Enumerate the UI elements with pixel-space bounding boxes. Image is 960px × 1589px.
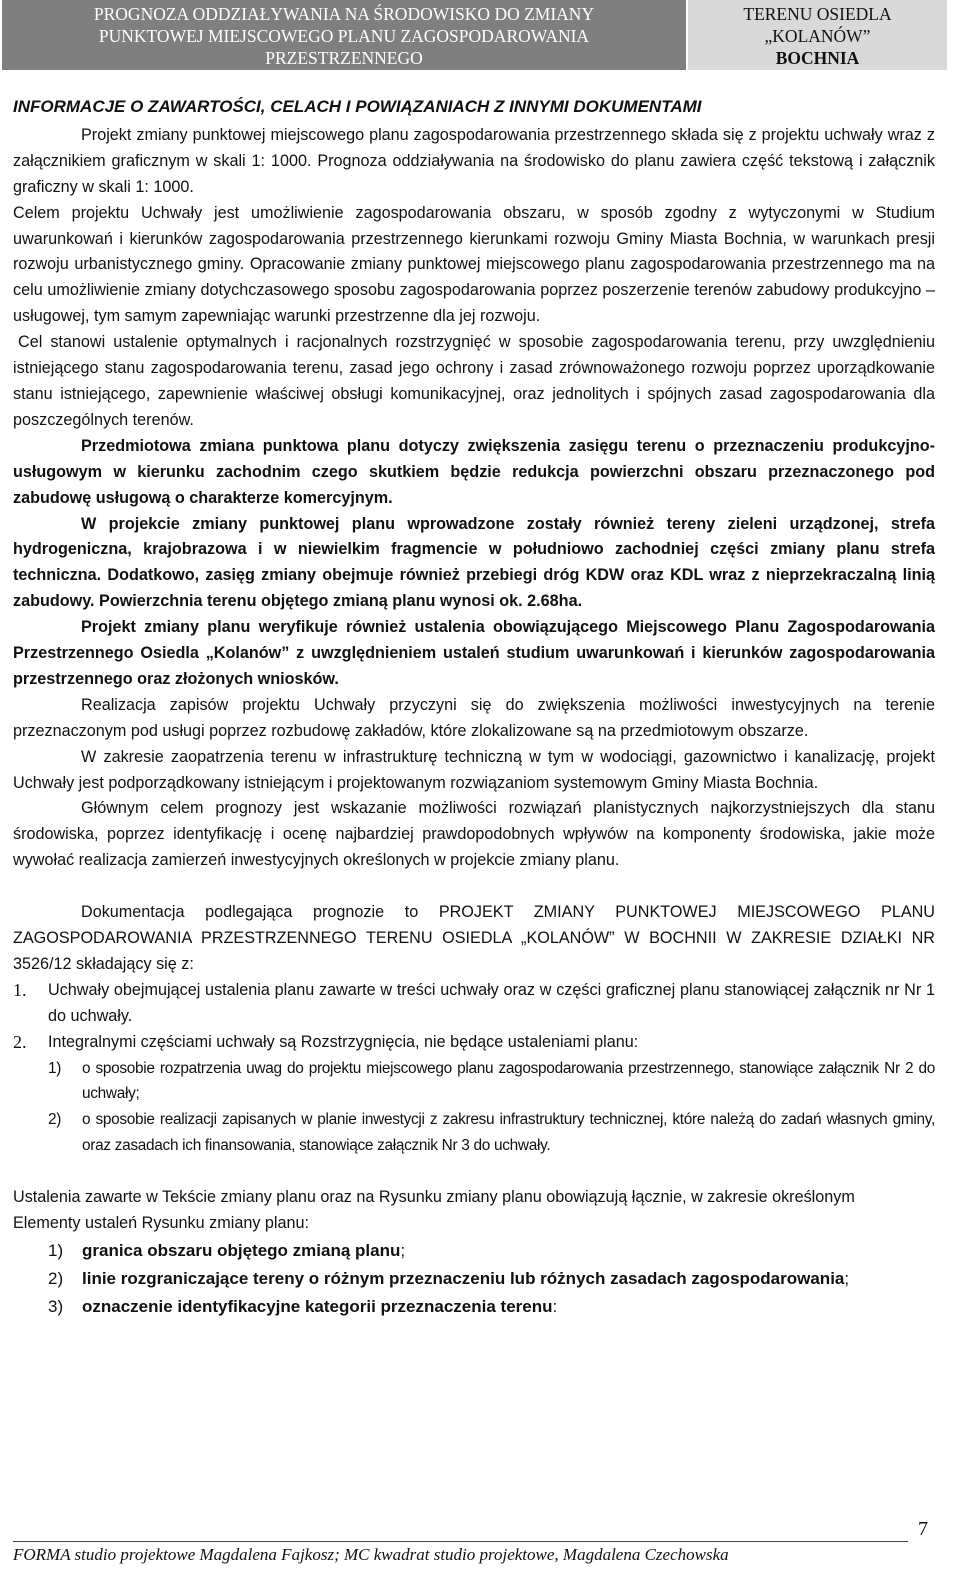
paragraph-bold: Przedmiotowa zmiana punktowa planu dotyczy zwiększenia zasięgu terenu o przeznaczeniu produkcyjno-usługowym w kierunku zachodnim czego skutkiem będzie redukcja powierzchni obszaru przeznaczonego pod zabudowę usługową o charakterze komercyjnym. [13,436,935,507]
list-text: linie rozgraniczające tereny o różnym przeznaczeniu lub różnych zasadach zagospodarowania [82,1268,845,1288]
paragraph: Cel stanowi ustalenie optymalnych i racjonalnych rozstrzygnięć w sposobie zagospodarowania terenu, przy uwzględnieniu istniejącego stanu zagospodarowania terenu, zasad jego ochrony i zasad zrównoważonego rozwoju poprzez uporządkowanie stanu istniejącego, zapewnienie właściwej obsługi komunikacyjnej, oraz jednolitych i spójnych zasad zagospodarowania dla poszczególnych terenów. [13,333,935,429]
list-number: 1. [13,979,27,1000]
list-item: 2) linie rozgraniczające tereny o różnym przeznaczeniu lub różnych zasadach zagospodarowania; [13,1265,935,1293]
paragraph: Realizacja zapisów projektu Uchwały przyczyni się do zwiększenia możliwości inwestycyjnych na terenie przeznaczonym pod usługi poprzez rozbudowę zakładów, które zlokalizowane są na przedmiotowym obszarze. [13,695,935,740]
sublist-text: o sposobie realizacji zapisanych w planie inwestycji z zakresu infrastruktury technicznej, które należą do zadań własnych gminy, oraz zasadach ich finansowania, stanowiące załącznik Nr 3 do uchwały. [82,1111,935,1155]
sublist-text: o sposobie rozpatrzenia uwag do projektu miejscowego planu zagospodarowania przestrzennego, stanowiące załącznik Nr 2 do uchwały; [82,1059,935,1103]
sublist-item [13,1056,935,1108]
header-right-line-1: TERENU OSIEDLA [743,4,892,24]
header-area-title [688,0,947,70]
sublist-item [13,1107,935,1159]
section-title: INFORMACJE O ZAWARTOŚCI, CELACH I POWIĄZANIACH Z INNYMI DOKUMENTAMI [13,97,702,116]
list-text: Integralnymi częściami uchwały są Rozstrzygnięcia, nie będące ustaleniami planu: [48,1032,639,1051]
sublist-number: 1) [48,1059,62,1077]
list-item [13,1030,935,1056]
paragraph: Ustalenia zawarte w Tekście zmiany planu oraz na Rysunku zmiany planu obowiązują łącznie, w zakresie określonym [13,1188,855,1207]
list-item: 3) oznaczenie identyfikacyjne kategorii przeznaczenia terenu: [13,1293,935,1321]
page-number: 7 [918,1518,928,1540]
paragraph-bold: W projekcie zmiany punktowej planu wprowadzone zostały również tereny zieleni urządzonej, strefa hydrogeniczna, krajobrazowa i w niewielkim fragmencie w południowo zachodniej części zmiany planu strefa techniczna. Dodatkowo, zasięg zmiany obejmuje również przebiegi dróg KDW oraz KDL wraz z nieprzekraczalną linią zabudowy. Powierzchnia terenu objętego zmianą planu wynosi ok. 2.68ha. [13,514,935,611]
footer-divider [13,1541,908,1542]
paragraph: Głównym celem prognozy jest wskazanie możliwości rozwiązań planistycznych najkorzystniejszych dla stanu środowiska, poprzez identyfikację i ocenę najbardziej prawdopodobnych wpływów na komponenty środowiska, jakie może wywołać realizacja zamierzeń inwestycyjnych określonych w projekcie zmiany planu. [13,799,935,870]
paragraph: Dokumentacja podlegająca prognozie to PROJEKT ZMIANY PUNKTOWEJ MIEJSCOWEGO PLANU ZAGOSPODAROWANIA PRZESTRZENNEGO TERENU OSIEDLA „KOLANÓW” W BOCHNII W ZAKRESIE DZIAŁKI NR 3526/12 składający się z: [13,903,935,973]
page-footer: FORMA studio projektowe Magdalena Fajkosz; MC kwadrat studio projektowe, Magdalena Czechowska [13,1545,729,1564]
paragraph-bold: Projekt zmiany planu weryfikuje również ustalenia obowiązującego Miejscowego Planu Zagospodarowania Przestrzennego Osiedla „Kolanów” z uwzględnieniem ustaleń studium uwarunkowań i kierunków zagospodarowania przestrzennego oraz złożonych wniosków. [13,618,935,688]
header-right-line-2: „KOLANÓW” [764,26,871,46]
list-text: granica obszaru objętego zmianą planu [82,1240,401,1260]
page-header [2,0,947,70]
list-number: 2) [48,1268,64,1288]
list-text: Uchwały obejmującej ustalenia planu zawarte w treści uchwały oraz w części graficznej planu stanowiącej załącznik nr Nr 1 do uchwały. [48,980,935,1025]
header-document-title [2,0,686,70]
list-number: 3) [48,1296,64,1316]
paragraph: W zakresie zaopatrzenia terenu w infrastrukturę techniczną w tym w wodociągi, gazownictwo i kanalizację, projekt Uchwały jest podporządkowany istniejącym i projektowanym rozwiązaniom systemowym Gminy Miasta Bochnia. [13,747,935,792]
header-left-line-3: PRZESTRZENNEGO [265,48,423,68]
list-item [13,978,935,1030]
list-number: 2. [13,1031,27,1052]
list-item: 1) granica obszaru objętego zmianą planu; [13,1237,935,1265]
list-number: 1) [48,1240,64,1260]
header-left-line-1: PROGNOZA ODDZIAŁYWANIA NA ŚRODOWISKO DO ZMIANY [93,4,595,24]
header-left-line-2: PUNKTOWEJ MIEJSCOWEGO PLANU ZAGOSPODAROWANIA [98,26,590,46]
document-body [13,94,935,1321]
header-right-line-3: BOCHNIA [775,48,860,68]
paragraph: Elementy ustaleń Rysunku zmiany planu: [13,1213,310,1232]
sublist-number: 2) [48,1111,62,1129]
paragraph: Projekt zmiany punktowej miejscowego planu zagospodarowania przestrzennego składa się z projektu uchwały wraz z załącznikiem graficznym w skali 1: 1000. Prognoza oddziaływania na środowisko do planu zawiera część tekstową i załącznik graficzny w skali 1: 1000. [13,125,935,196]
paragraph: Celem projektu Uchwały jest umożliwienie zagospodarowania obszaru, w sposób zgodny z wytyczonymi w Studium uwarunkowań i kierunków zagospodarowania przestrzennego kierunkami rozwoju Gminy Miasta Bochnia, w warunkach presji rozwoju urbanistycznego gminy. Opracowanie zmiany punktowej miejscowego planu zagospodarowania przestrzennego ma na celu umożliwienie zmiany dotychczasowego sposobu zagospodarowania poprzez poszerzenie terenów zabudowy produkcyjno – usługowej, tym samym zapewniając warunki przestrzenne dla jej rozwoju. [13,203,935,326]
list-text: oznaczenie identyfikacyjne kategorii przeznaczenia terenu [82,1296,553,1316]
